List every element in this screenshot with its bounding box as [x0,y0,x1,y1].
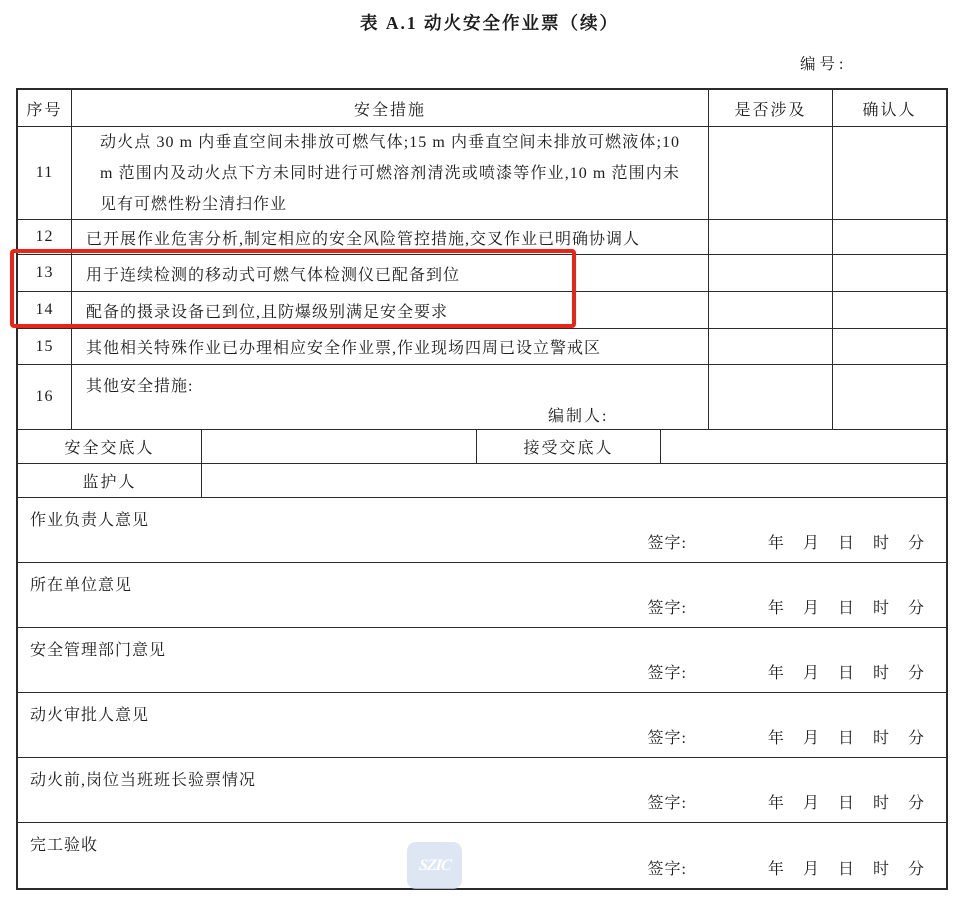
guardian-value-cell [202,464,946,497]
permit-table [16,88,948,890]
date-unit-year: 年 [767,600,784,617]
involved-cell [709,220,833,254]
table-row [18,329,946,365]
opinion-row [18,758,946,823]
signature-line [647,790,924,813]
table-header-row [18,90,946,127]
row-number: 14 [18,292,72,328]
row-number: 16 [18,365,72,429]
signature-label: 签字: [647,535,687,552]
table-row [18,127,946,220]
row-number: 13 [18,255,72,291]
opinion-label: 所在单位意见 [30,577,133,594]
header-confirmer: 确认人 [862,101,917,119]
measure-cell: 其他相关特殊作业已办理相应安全作业票,作业现场四周已设立警戒区 [72,329,709,364]
signature-label: 签字: [647,665,687,682]
signature-line [647,725,924,748]
row-number: 11 [18,127,72,219]
date-unit-day: 日 [837,665,854,682]
date-unit-month: 月 [802,600,819,617]
date-unit-year: 年 [767,665,784,682]
opinion-label: 安全管理部门意见 [30,642,167,659]
briefing-receiver-label: 接受交底人 [477,430,661,463]
date-unit-month: 月 [802,665,819,682]
table-row-highlighted [18,255,946,292]
table-row [18,220,946,255]
date-unit-minute: 分 [907,861,924,878]
date-unit-day: 日 [837,600,854,617]
opinion-row [18,823,946,888]
signature-line [647,856,924,879]
date-unit-year: 年 [767,730,784,747]
header-involved: 是否涉及 [709,90,833,126]
involved-cell [709,292,833,328]
table-row-highlighted [18,292,946,329]
date-unit-minute: 分 [907,600,924,617]
header-measure: 安全措施 [72,90,709,126]
date-unit-year: 年 [767,535,784,552]
confirmer-cell [833,220,946,254]
row-number: 15 [18,329,72,364]
involved-cell [709,255,833,291]
signature-line [647,660,924,683]
row-number: 12 [18,220,72,254]
measure-cell [72,127,709,219]
involved-cell [709,329,833,364]
szic-watermark-logo [407,842,462,889]
date-unit-minute: 分 [907,535,924,552]
briefing-row [18,430,946,464]
confirmer-cell [833,329,946,364]
opinion-row [18,498,946,563]
measure-cell [72,365,709,429]
confirmer-cell [833,365,946,429]
header-seq: 序号 [18,90,72,126]
opinion-label: 动火前,岗位当班班长验票情况 [30,772,257,789]
signature-label: 签字: [647,730,687,747]
confirmer-cell [833,127,946,219]
compiler-label: 编制人: [548,408,609,425]
opinion-row [18,628,946,693]
page-title: 表 A.1 动火安全作业票（续） [359,13,619,33]
confirmer-cell [833,292,946,328]
signature-label: 签字: [647,861,687,878]
date-unit-year: 年 [767,795,784,812]
signature-line [647,530,924,553]
opinion-row [18,563,946,628]
involved-cell [709,365,833,429]
table-row [18,365,946,430]
measure-text: 动火点 30 m 内垂直空间未排放可燃气体;15 m 内垂直空间未排放可燃液体;10 m 范围内及动火点下方未同时进行可燃溶剂清洗或喷漆等作业,10 m 范围内未见有可燃性粉尘清扫作业 [100,133,680,213]
measure-cell: 配备的摄录设备已到位,且防爆级别满足安全要求 [72,292,709,328]
date-unit-hour: 时 [872,665,889,682]
briefing-giver-label: 安全交底人 [18,430,202,463]
opinion-row [18,693,946,758]
date-unit-month: 月 [802,535,819,552]
involved-cell [709,127,833,219]
number-label: 编号: [800,56,848,73]
signature-line [647,595,924,618]
opinion-label: 完工验收 [30,837,99,854]
signature-label: 签字: [647,795,687,812]
date-unit-hour: 时 [872,730,889,747]
measure-cell: 用于连续检测的移动式可燃气体检测仪已配备到位 [72,255,709,291]
measure-cell: 已开展作业危害分析,制定相应的安全风险管控措施,交叉作业已明确协调人 [72,220,709,254]
watermark-text: SZIC [417,856,452,874]
date-unit-minute: 分 [907,665,924,682]
briefing-giver-value-cell [202,430,477,463]
date-unit-hour: 时 [872,535,889,552]
measure-text: 其他安全措施: [86,378,194,395]
date-unit-month: 月 [802,861,819,878]
guardian-row [18,464,946,498]
guardian-label: 监护人 [18,464,202,497]
opinion-label: 作业负责人意见 [30,512,150,529]
date-unit-hour: 时 [872,600,889,617]
date-unit-month: 月 [802,730,819,747]
opinion-label: 动火审批人意见 [30,707,150,724]
date-unit-minute: 分 [907,730,924,747]
briefing-receiver-value-cell [661,430,946,463]
date-unit-day: 日 [837,861,854,878]
signature-label: 签字: [647,600,687,617]
date-unit-hour: 时 [872,861,889,878]
date-unit-day: 日 [837,730,854,747]
date-unit-hour: 时 [872,795,889,812]
confirmer-cell [833,255,946,291]
date-unit-year: 年 [767,861,784,878]
date-unit-minute: 分 [907,795,924,812]
date-unit-day: 日 [837,795,854,812]
date-unit-day: 日 [837,535,854,552]
date-unit-month: 月 [802,795,819,812]
